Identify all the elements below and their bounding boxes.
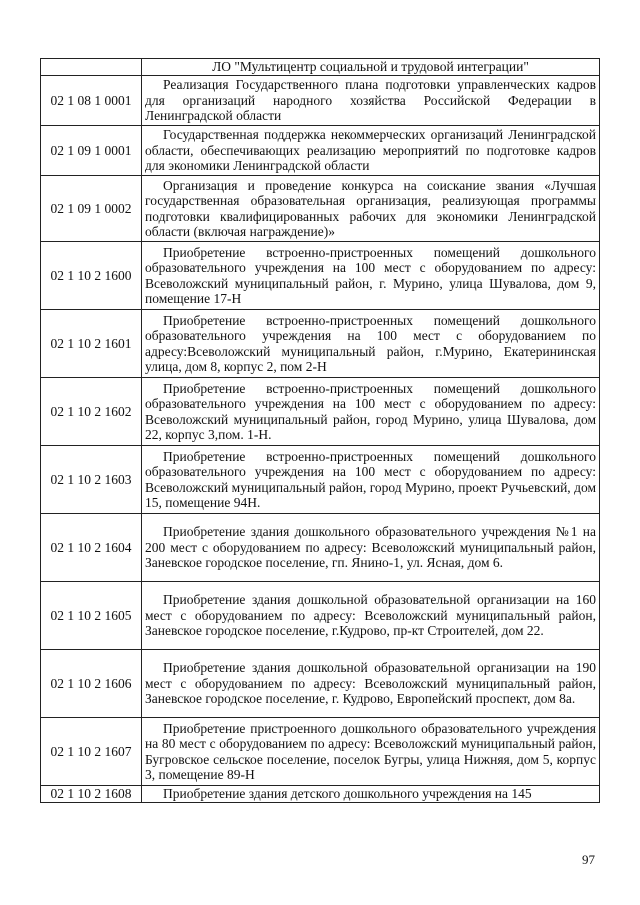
description-text: Государственная поддержка некоммерческих организаций Ленинградской области, обеспечивающих реализацию мероприятий по подготовке кадров для экономики Ленинградской области (145, 127, 596, 174)
description-cell (142, 310, 600, 378)
table-row (41, 176, 600, 242)
code-cell: 02 1 10 2 1607 (41, 718, 142, 786)
description-cell (142, 582, 600, 650)
description-cell (142, 786, 600, 803)
code-cell: 02 1 10 2 1608 (41, 786, 142, 803)
description-cell (142, 242, 600, 310)
table-row (41, 310, 600, 378)
description-cell (142, 126, 600, 176)
table-row (41, 582, 600, 650)
code-cell: 02 1 10 2 1601 (41, 310, 142, 378)
description-text: Реализация Государственного плана подготовки управленческих кадров для организаций народного хозяйства Российской Федерации в Ленинградской области (145, 77, 596, 124)
description-text: Приобретение здания детского дошкольного учреждения на 145 (163, 786, 532, 802)
code-cell: 02 1 10 2 1603 (41, 446, 142, 514)
code-cell: 02 1 08 1 0001 (41, 76, 142, 126)
table-row (41, 76, 600, 126)
description-cell (142, 378, 600, 446)
table-row (41, 718, 600, 786)
table-row (41, 650, 600, 718)
code-cell (41, 59, 142, 76)
code-cell: 02 1 10 2 1602 (41, 378, 142, 446)
table-row (41, 378, 600, 446)
description-cell (142, 59, 600, 76)
code-cell: 02 1 10 2 1600 (41, 242, 142, 310)
description-cell (142, 650, 600, 718)
description-text: Приобретение встроенно-пристроенных помещений дошкольного образовательного учреждения на 100 мест с оборудованием по адресу: Всеволожский муниципальный район, город Мурино, проект Ручьевский, дом 15, помещение 94Н. (145, 448, 596, 510)
description-cell (142, 514, 600, 582)
description-text: Организация и проведение конкурса на соискание звания «Лучшая государственная образовательная организация, реализующая программы подготовки квалифицированных рабочих для экономики Ленинградской области (включая награждение)» (145, 177, 596, 239)
description-text: Приобретение встроенно-пристроенных помещений дошкольного образовательного учреждения на 100 мест с оборудованием по адресу: Всеволожский муниципальный район, г. Мурино, улица Шувалова, дом 9, помещение 17-Н (145, 244, 596, 306)
table-row (41, 126, 600, 176)
description-text: Приобретение встроенно-пристроенных помещений дошкольного образовательного учреждения на 100 мест с оборудованием по адресу: Всеволожский муниципальный район, город Мурино, улица Шувалова, дом 22, корпус 3,пом. 1-Н. (145, 380, 596, 442)
table-row (41, 514, 600, 582)
table-row (41, 242, 600, 310)
table-row-header-continuation (41, 59, 600, 76)
code-cell: 02 1 10 2 1604 (41, 514, 142, 582)
description-text: Приобретение пристроенного дошкольного образовательного учреждения на 80 мест с оборудованием по адресу: Всеволожский муниципальный район, Бугровское сельское поселение, поселок Бугры, улица Нижняя, дом 5, корпус 3, помещение 89-Н (145, 720, 596, 782)
code-cell: 02 1 09 1 0002 (41, 176, 142, 242)
code-cell: 02 1 10 2 1606 (41, 650, 142, 718)
page-number: 97 (582, 852, 595, 867)
description-cell (142, 176, 600, 242)
budget-codes-table (40, 58, 600, 803)
table-row (41, 446, 600, 514)
description-text: Приобретение здания дошкольной образовательной организации на 160 мест с оборудованием по адресу: Всеволожский муниципальный район, Заневское городское поселение, г.Кудрово, пр-кт Строителей, дом 22. (145, 592, 596, 639)
table-row (41, 786, 600, 803)
description-text: Приобретение здания дошкольного образовательного учреждения №1 на 200 мест с оборудованием по адресу: Всеволожский муниципальный район, Заневское городское поселение, гп. Янино-1, ул. Ясная, дом 6. (145, 524, 596, 571)
code-cell: 02 1 10 2 1605 (41, 582, 142, 650)
description-cell (142, 446, 600, 514)
description-cell (142, 718, 600, 786)
description-text: ЛО "Мультицентр социальной и трудовой интеграции" (212, 59, 529, 75)
code-cell: 02 1 09 1 0001 (41, 126, 142, 176)
description-text: Приобретение здания дошкольной образовательной организации на 190 мест с оборудованием по адресу: Всеволожский муниципальный район, Заневское городское поселение, г. Кудрово, Европейский проспект, дом 8а. (145, 660, 596, 707)
description-text: Приобретение встроенно-пристроенных помещений дошкольного образовательного учреждения на 100 мест с оборудованием по адресу:Всеволожский муниципальный район, г.Мурино, Екатерининская улица, дом 8, корпус 2, пом 2-Н (145, 312, 596, 374)
description-cell (142, 76, 600, 126)
